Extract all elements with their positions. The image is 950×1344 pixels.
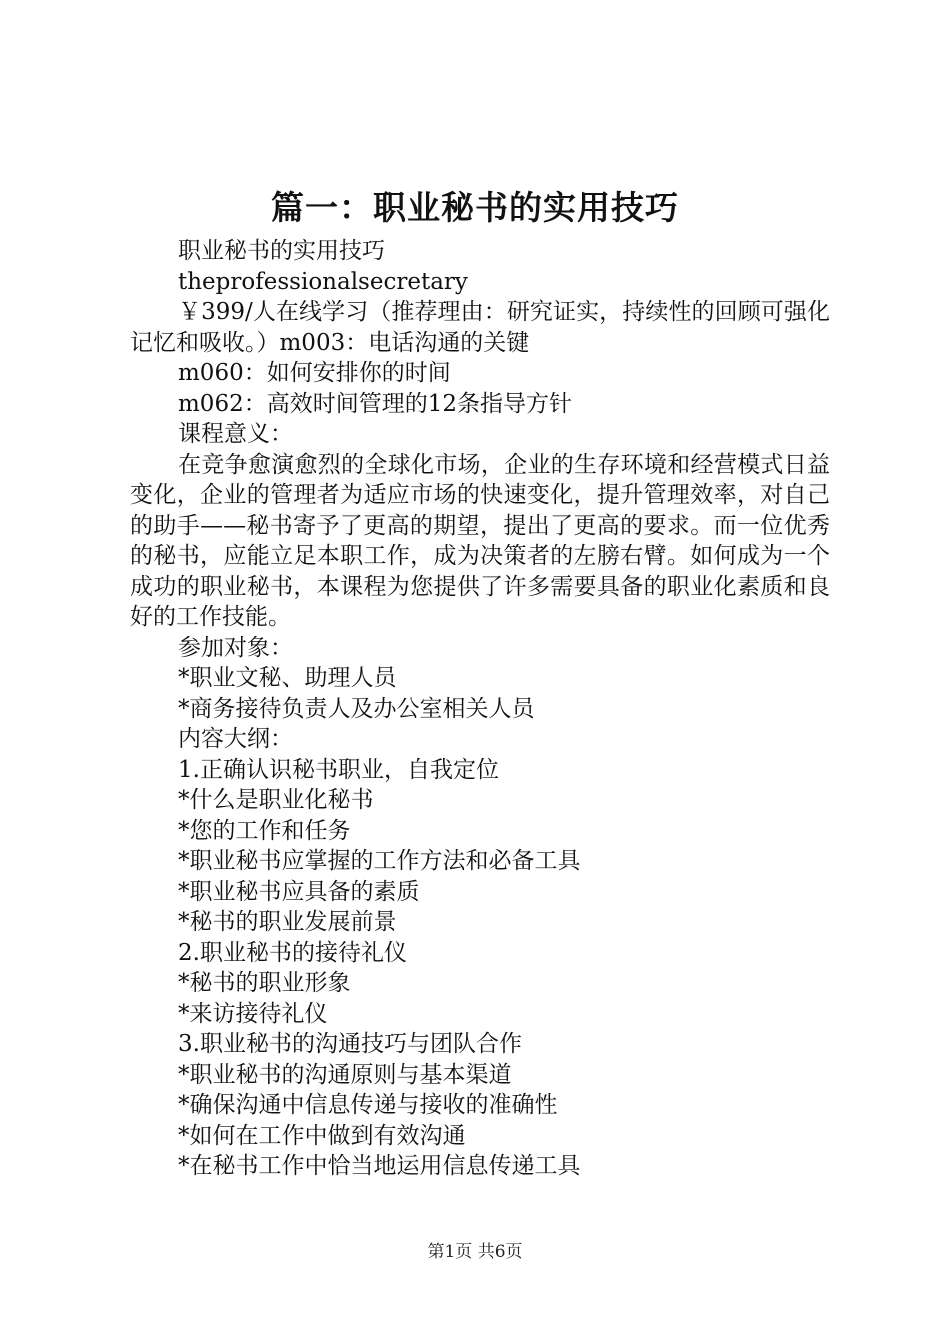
paragraph: 内容大纲： [178,726,293,752]
page-footer: 第1页 共6页 [427,1242,523,1262]
list-item: *什么是职业化秘书 [178,787,374,813]
list-item: *职业秘书应具备的素质 [178,878,420,905]
document-body [130,236,830,1182]
list-item: *职业文秘、助理人员 [178,665,397,691]
list-item: *您的工作和任务 [178,817,351,844]
paragraph: 参加对象： [178,634,293,661]
paragraph: 课程意义： [178,421,293,447]
paragraph: m060：如何安排你的时间 [178,360,451,386]
paragraph: theprofessionalsecretary [178,268,468,295]
list-item: *商务接待负责人及办公室相关人员 [178,695,535,722]
list-item: *来访接待礼仪 [178,1000,328,1027]
list-item: *如何在工作中做到有效沟通 [178,1122,466,1149]
list-item: *秘书的职业形象 [178,970,351,996]
list-item: *职业秘书应掌握的工作方法和必备工具 [178,848,581,874]
document-title: 篇一：职业秘书的实用技巧 [271,188,679,227]
paragraph: 职业秘书的实用技巧 [178,238,385,264]
paragraph: 在竞争愈演愈烈的全球化市场，企业的生存环境和经营模式日益变化，企业的管理者为适应市场的快速变化，提升管理效率，对自己的助手——秘书寄予了更高的期望，提出了更高的要求。而一位优秀的秘书，应能立足本职工作，成为决策者的左膀右臂。如何成为一个成功的职业秘书，本课程为您提供了许多需要具备的职业化素质和良好的工作技能。 [130,451,830,630]
section-heading: 1.正确认识秘书职业，自我定位 [178,756,499,783]
list-item: *职业秘书的沟通原则与基本渠道 [178,1061,512,1088]
section-heading: 2.职业秘书的接待礼仪 [178,939,407,966]
paragraph: m062：高效时间管理的12条指导方针 [178,390,572,417]
list-item: *在秘书工作中恰当地运用信息传递工具 [178,1153,581,1179]
section-heading: 3.职业秘书的沟通技巧与团队合作 [178,1031,522,1057]
list-item: *秘书的职业发展前景 [178,909,397,935]
paragraph: ￥399/人在线学习（推荐理由：研究证实，持续性的回顾可强化记忆和吸收。）m003：电话沟通的关键 [130,299,830,356]
list-item: *确保沟通中信息传递与接收的准确性 [178,1092,558,1118]
